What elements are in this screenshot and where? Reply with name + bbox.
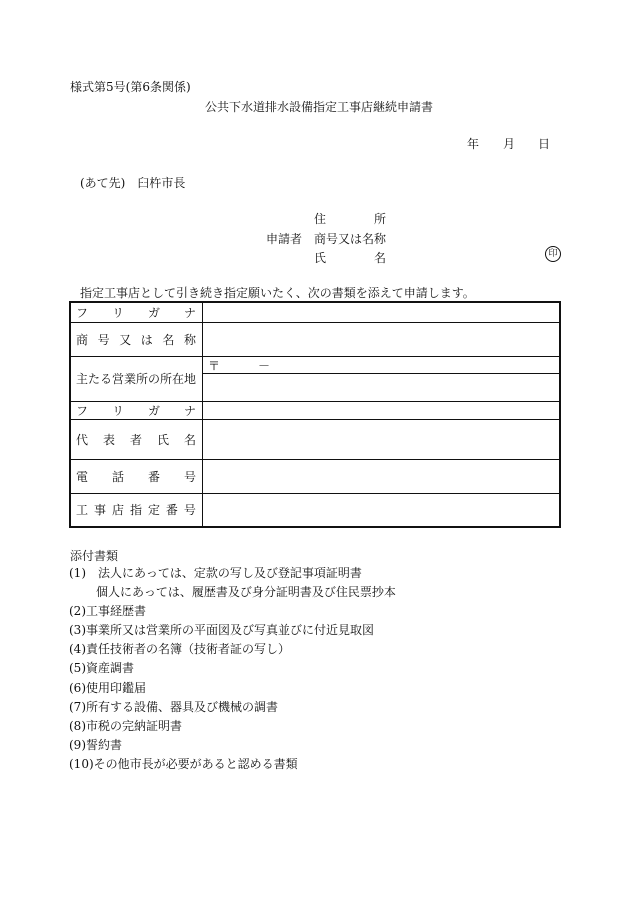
contractor-number-label bbox=[70, 493, 203, 527]
list-item: (5)資産調書 bbox=[69, 661, 134, 676]
char: 事 bbox=[93, 503, 106, 518]
business-name-label: 商号又は名称 bbox=[314, 232, 387, 246]
char: 話 bbox=[111, 469, 124, 484]
list-item: (9)誓約書 bbox=[69, 737, 122, 752]
char: 名 bbox=[183, 432, 196, 447]
form-number: 様式第5号(第6条関係) bbox=[70, 80, 191, 94]
char: 店 bbox=[111, 503, 124, 518]
furigana-label-1 bbox=[70, 302, 203, 322]
business-name-field[interactable] bbox=[203, 322, 561, 356]
application-table bbox=[69, 301, 561, 528]
furigana-label-2 bbox=[70, 401, 203, 419]
char: 定 bbox=[147, 503, 160, 518]
list-item: 個人にあっては、履歴書及び身分証明書及び住民票抄本 bbox=[96, 585, 396, 600]
contractor-number-field[interactable] bbox=[203, 493, 561, 527]
business-name-row-label bbox=[70, 322, 203, 356]
char: 工 bbox=[76, 503, 89, 518]
main-office-address-field[interactable] bbox=[203, 373, 561, 401]
furigana-field-2[interactable] bbox=[203, 401, 561, 419]
char: 商 bbox=[76, 332, 89, 347]
char: 番 bbox=[147, 469, 160, 484]
char: 号 bbox=[183, 503, 196, 518]
postal-dash: － bbox=[258, 358, 271, 373]
date-day-label: 日 bbox=[538, 137, 551, 151]
char: 番 bbox=[165, 503, 178, 518]
char: 称 bbox=[183, 332, 196, 347]
char: 名 bbox=[162, 332, 175, 347]
list-item: (10)その他市長が必要があると認める書類 bbox=[69, 756, 298, 771]
attachments-title: 添付書類 bbox=[70, 549, 119, 563]
char: 指 bbox=[129, 503, 142, 518]
furigana-field-1[interactable] bbox=[203, 302, 561, 322]
char: リ bbox=[111, 403, 124, 418]
char: 電 bbox=[76, 469, 89, 484]
char: 号 bbox=[97, 332, 110, 347]
char: ガ bbox=[147, 403, 160, 418]
char: 表 bbox=[102, 432, 115, 447]
postal-code-field[interactable] bbox=[203, 356, 561, 373]
representative-field[interactable] bbox=[203, 419, 561, 459]
list-item: (4)責任技術者の名簿（技術者証の写し） bbox=[69, 642, 290, 657]
list-item: (7)所有する設備、器具及び機械の調書 bbox=[69, 699, 278, 714]
char: 代 bbox=[76, 432, 89, 447]
representative-label bbox=[70, 419, 203, 459]
char: は bbox=[140, 332, 153, 347]
char: リ bbox=[111, 305, 124, 320]
char: フ bbox=[76, 305, 89, 320]
list-item: (3)事業所又は営業所の平面図及び写真並びに付近見取図 bbox=[69, 623, 375, 638]
list-item: (6)使用印鑑届 bbox=[69, 680, 146, 695]
date-year-label: 年 bbox=[467, 137, 480, 151]
char: 者 bbox=[129, 432, 142, 447]
phone-field[interactable] bbox=[203, 459, 561, 493]
addressee: (あて先) 臼杵市長 bbox=[80, 176, 186, 190]
document-title: 公共下水道排水設備指定工事店継続申請書 bbox=[205, 100, 434, 114]
name-label: 氏 名 bbox=[314, 251, 387, 265]
main-office-label-text: 主たる営業所の所在地 bbox=[76, 372, 197, 386]
char: 又 bbox=[119, 332, 132, 347]
seal-icon: 印 bbox=[545, 246, 561, 262]
address-label: 住 所 bbox=[314, 212, 387, 226]
char: ナ bbox=[183, 305, 196, 320]
char: 氏 bbox=[156, 432, 169, 447]
char: ガ bbox=[147, 305, 160, 320]
intro-text: 指定工事店として引き続き指定願いたく、次の書類を添えて申請します。 bbox=[80, 286, 475, 300]
char: 号 bbox=[183, 469, 196, 484]
attachments-list bbox=[69, 565, 396, 775]
phone-label bbox=[70, 459, 203, 493]
postal-mark-icon: 〒 bbox=[208, 358, 221, 373]
list-item: (1) 法人にあっては、定款の写し及び登記事項証明書 bbox=[69, 566, 362, 580]
list-item: (8)市税の完納証明書 bbox=[69, 718, 182, 733]
applicant-role-label: 申請者 bbox=[266, 232, 303, 246]
char: フ bbox=[76, 403, 89, 418]
char: ナ bbox=[183, 403, 196, 418]
date-month-label: 月 bbox=[503, 137, 516, 151]
list-item: (2)工事経歴書 bbox=[69, 604, 146, 619]
main-office-label bbox=[70, 356, 203, 401]
